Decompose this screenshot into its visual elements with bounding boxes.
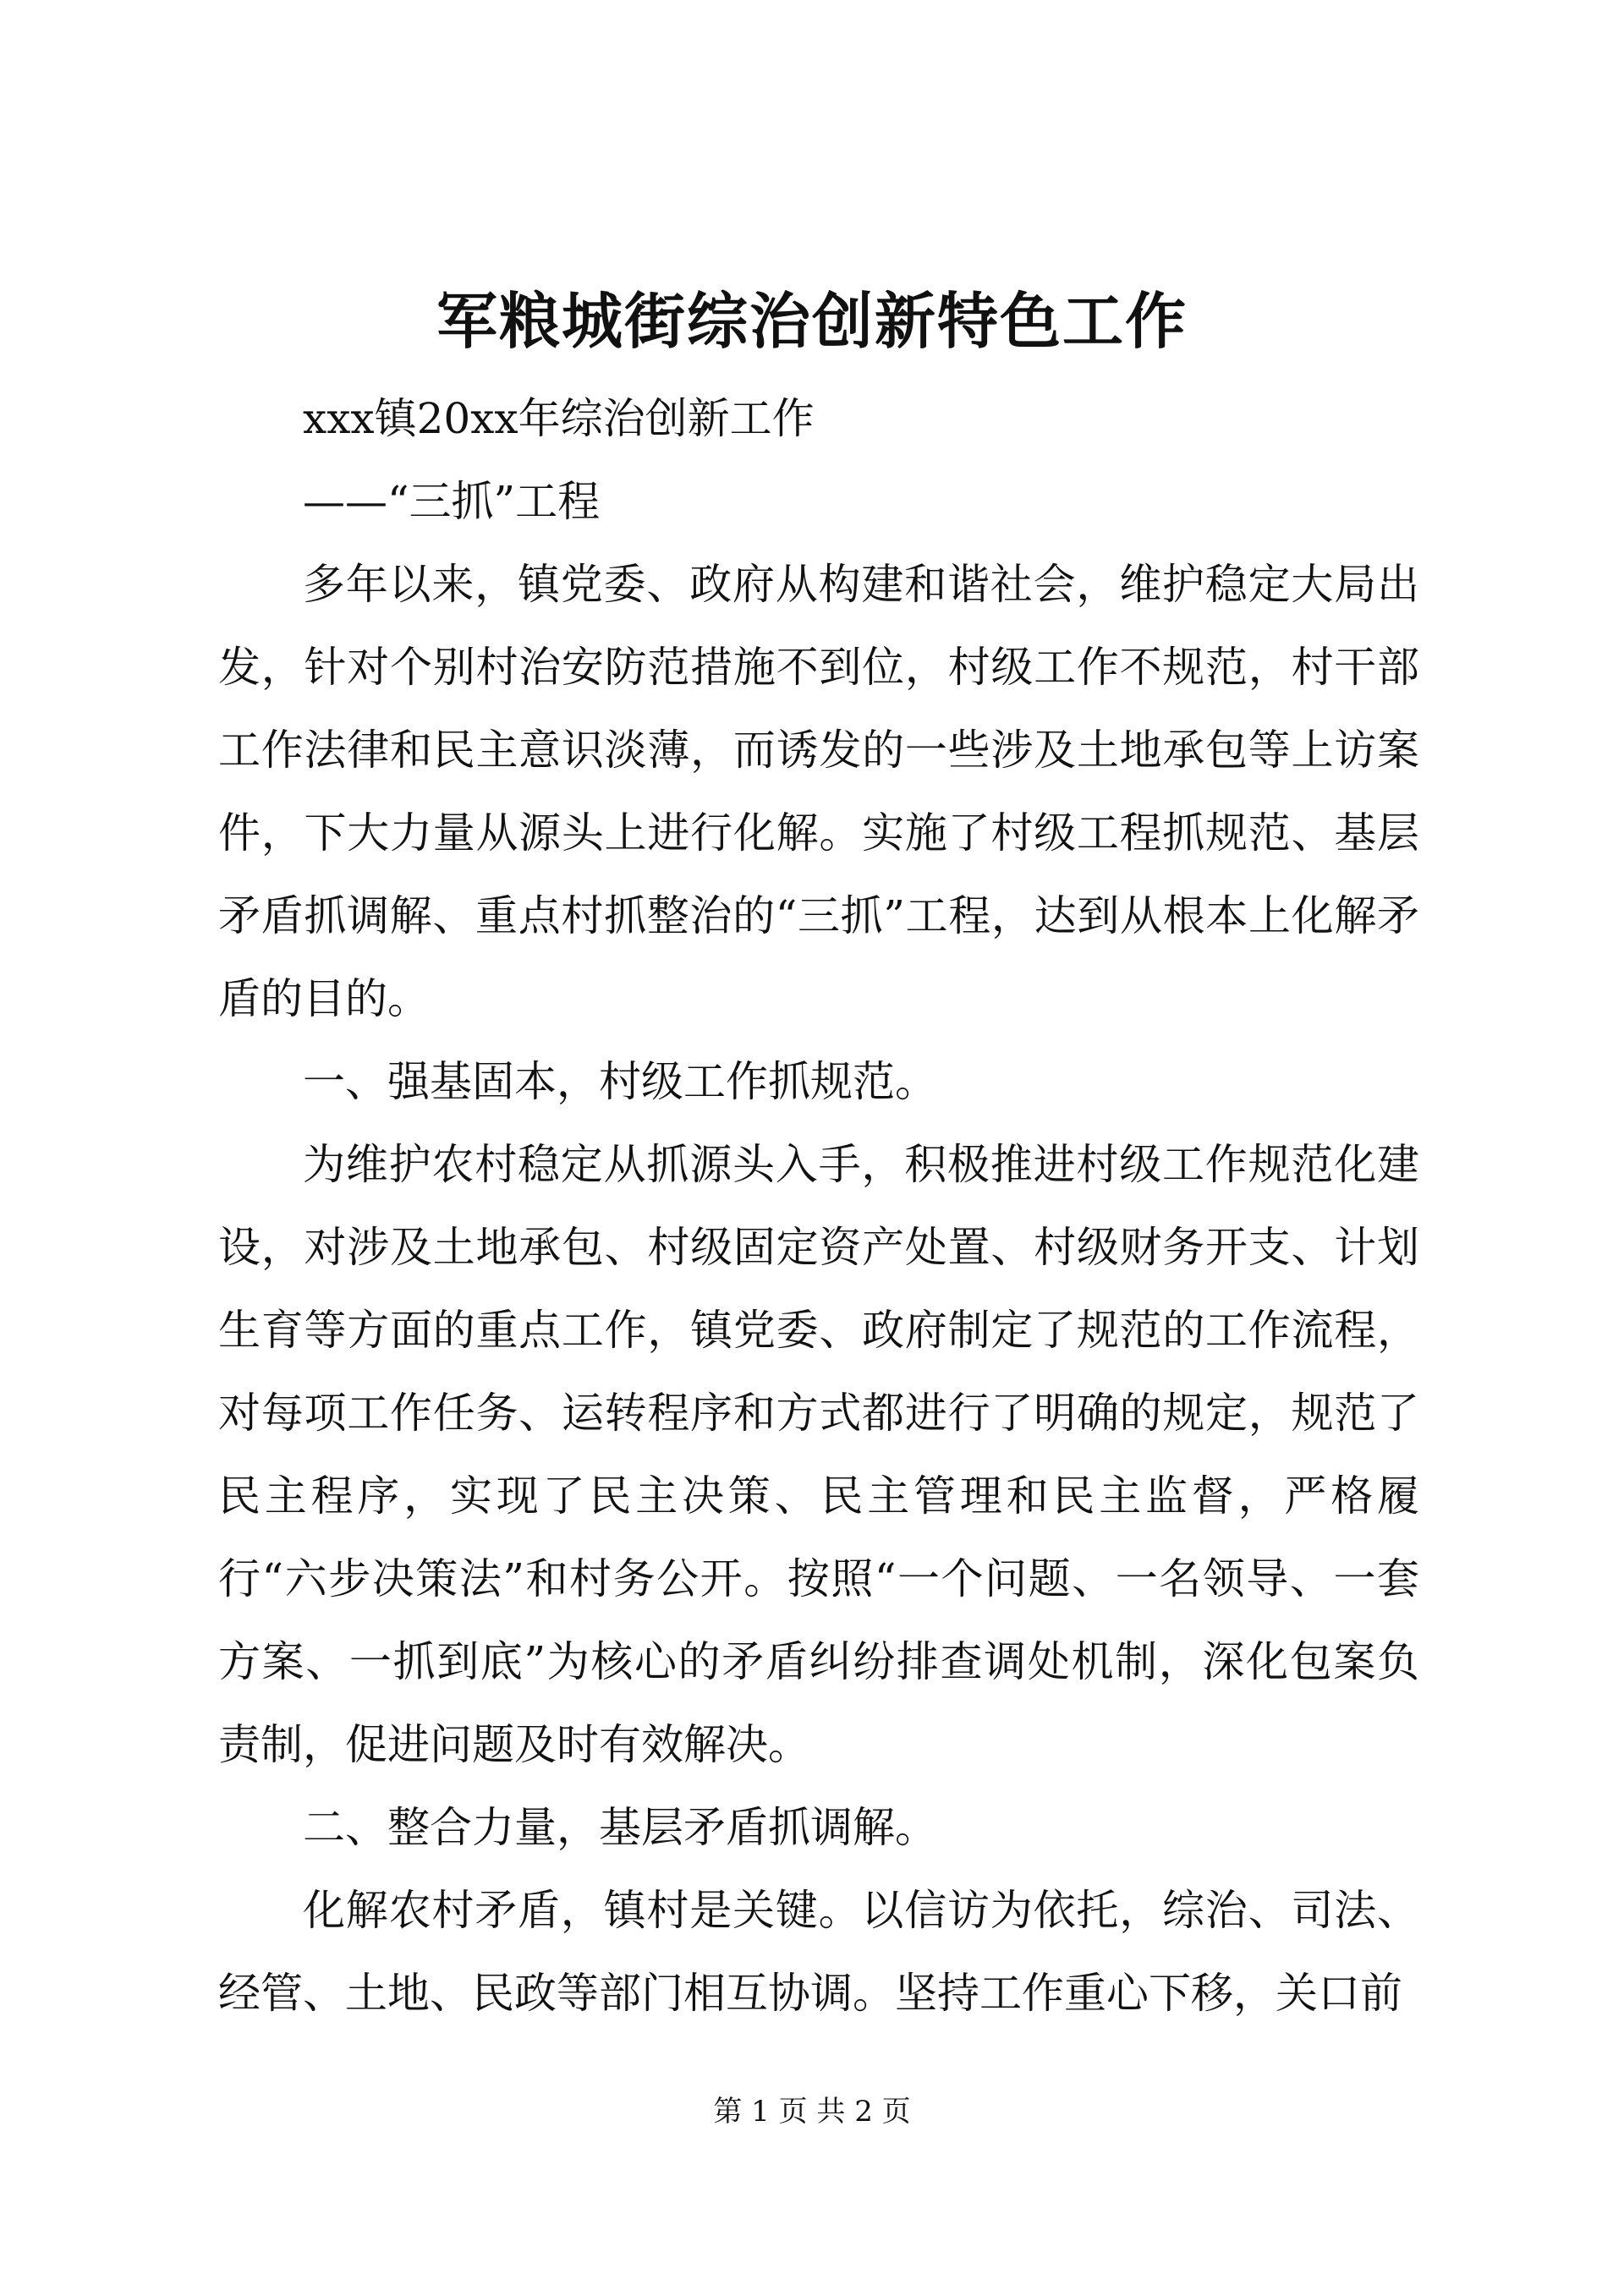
- document-body: [218, 377, 1419, 2035]
- paragraph-section-1: 为维护农村稳定从抓源头入手，积极推进村级工作规范化建设，对涉及土地承包、村级固定资产处置、村级财务开支、计划生育等方面的重点工作，镇党委、政府制定了规范的工作流程，对每项工作任务、运转程序和方式都进行了明确的规定，规范了民主程序，实现了民主决策、民主管理和民主监督，严格履行“六步决策法”和村务公开。按照“一个问题、一名领导、一套方案、一抓到底”为核心的矛盾纠纷排查调处机制，深化包案负责制，促进问题及时有效解决。: [218, 1140, 1419, 1769]
- section-heading-1: 一、强基固本，村级工作抓规范。: [303, 1057, 937, 1106]
- document-subtitle-2: ——“三抓”工程: [303, 477, 601, 526]
- document-subtitle: xxx镇20xx年综治创新工作: [303, 394, 815, 443]
- paragraph-intro: 多年以来，镇党委、政府从构建和谐社会，维护稳定大局出发，针对个别村治安防范措施不到位，村级工作不规范，村干部工作法律和民主意识淡薄，而诱发的一些涉及土地承包等上访案件，下大力量从源头上进行化解。实施了村级工程抓规范、基层矛盾抓调解、重点村抓整治的“三抓”工程，达到从根本上化解矛盾的目的。: [218, 560, 1419, 1023]
- page-number-footer: 第 1 页 共 2 页: [713, 2095, 911, 2129]
- section-heading-2: 二、整合力量，基层矛盾抓调解。: [303, 1803, 937, 1852]
- document-title: 军粮城街综治创新特色工作: [436, 285, 1188, 357]
- paragraph-section-2: 化解农村矛盾，镇村是关键。以信访为依托，综治、司法、经管、土地、民政等部门相互协调。坚持工作重心下移，关口前: [218, 1886, 1419, 2018]
